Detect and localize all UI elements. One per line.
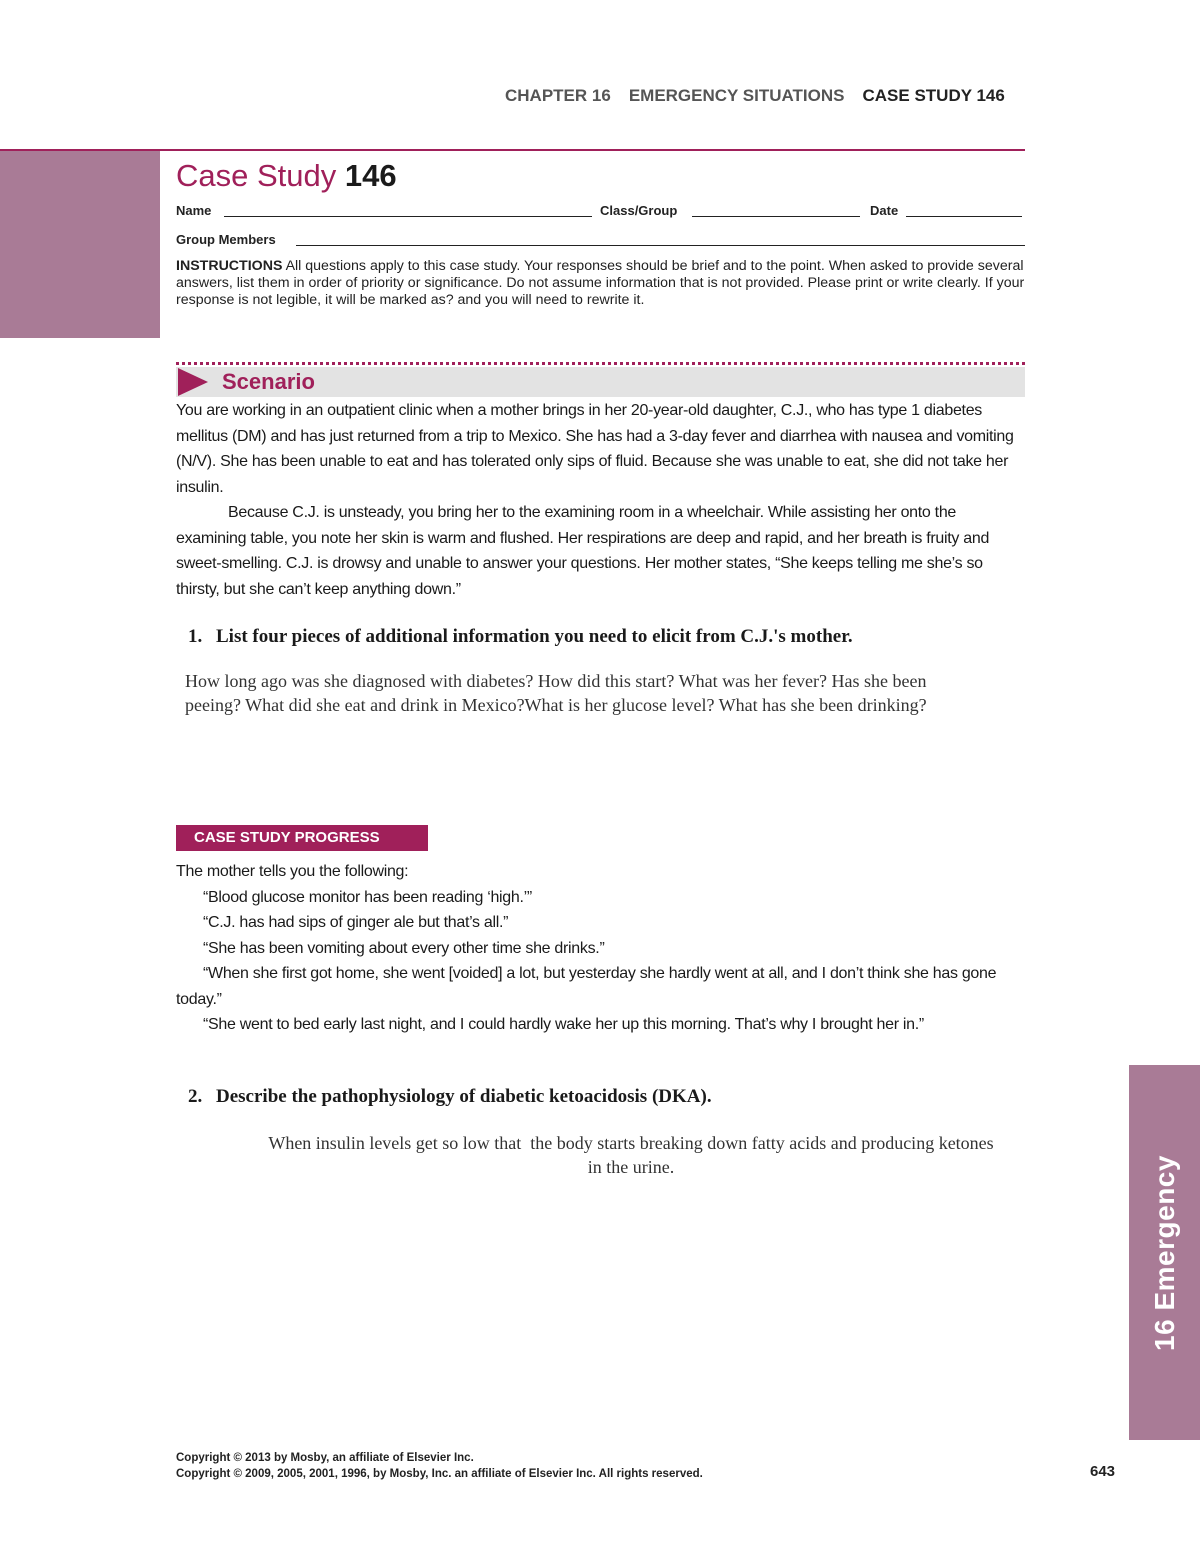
question-1-number: 1.: [188, 626, 203, 647]
date-field-line[interactable]: [906, 216, 1022, 217]
name-field-line[interactable]: [224, 216, 592, 217]
running-head-case: CASE STUDY 146: [862, 86, 1005, 105]
progress-item: “She has been vomiting about every other time she drinks.”: [203, 939, 605, 957]
progress-item: “Blood glucose monitor has been reading ‘high.’”: [203, 888, 532, 906]
running-head-chapter: CHAPTER 16: [505, 86, 611, 105]
running-head: [505, 86, 1025, 106]
copyright: [176, 1450, 703, 1482]
chapter-side-tab: [1129, 1065, 1200, 1440]
chapter-side-tab-label: 16 Emergency: [1148, 1154, 1180, 1351]
instructions: [176, 258, 1026, 309]
group-members-field-label: Group Members: [176, 232, 276, 247]
scenario-paragraph-2: Because C.J. is unsteady, you bring her to the examining room in a wheelchair. While assisting her onto the examining table, you note her skin is warm and flushed. Her respirations are deep and rapid, and her breath is fruity and sweet-smelling. C.J. is drowsy and unable to answer your questions. Her mother states, “She keeps telling me she’s so thirsty, but she can’t keep anything down.”: [176, 504, 990, 598]
class-group-field-label: Class/Group: [600, 203, 678, 218]
question-1: [188, 626, 853, 648]
header-rule: [0, 149, 1025, 151]
scenario-heading: Scenario: [222, 369, 315, 394]
answer-1-line-2: peeing? What did she eat and drink in Mexico?What is her glucose level? What has she been drinking?: [185, 695, 927, 715]
progress-item: “C.J. has had sips of ginger ale but that’s all.”: [203, 914, 509, 931]
page-title: [176, 158, 397, 194]
answer-1[interactable]: [185, 669, 1105, 717]
date-field-label: Date: [870, 203, 899, 218]
title-label: Case Study: [176, 158, 337, 193]
question-2-number: 2.: [188, 1086, 203, 1107]
progress-item: “She went to bed early last night, and I could hardly wake her up this morning. That’s why I brought her in.”: [203, 1016, 924, 1033]
left-decorative-tab: [0, 150, 160, 338]
case-study-progress-badge: CASE STUDY PROGRESS: [176, 825, 428, 851]
scenario-dotted-rule: [176, 362, 1025, 365]
progress-intro: The mother tells you the following:: [176, 863, 409, 880]
copyright-line-2: Copyright © 2009, 2005, 2001, 1996, by Mosby, Inc. an affiliate of Elsevier Inc. All rights reserved.: [176, 1468, 703, 1480]
running-head-section: EMERGENCY SITUATIONS: [628, 86, 845, 105]
class-group-field-line[interactable]: [692, 216, 860, 217]
question-2-text: Describe the pathophysiology of diabetic ketoacidosis (DKA).: [216, 1086, 712, 1107]
instructions-label: INSTRUCTIONS: [176, 258, 283, 274]
question-1-text: List four pieces of additional information you need to elicit from C.J.'s mother.: [216, 626, 853, 647]
scenario-paragraph-1: You are working in an outpatient clinic when a mother brings in her 20-year-old daughter, C.J., who has type 1 diabetes mellitus (DM) and has just returned from a trip to Mexico. She has had a 3-day fever and diarrhea with nausea and vomiting (N/V). She has been unable to eat and has tolerated only sips of fluid. Because she was unable to eat, she did not take her insulin.: [176, 402, 1014, 496]
group-members-field-line[interactable]: [296, 245, 1025, 246]
page-number: 643: [1090, 1463, 1116, 1480]
copyright-line-1: Copyright © 2013 by Mosby, an affiliate of Elsevier Inc.: [176, 1452, 474, 1464]
name-field-label: Name: [176, 203, 212, 218]
answer-2-line-1: When insulin levels get so low that the body starts breaking down fatty acids and producing ketones: [268, 1133, 994, 1153]
progress-list: [176, 859, 1026, 1038]
progress-item: “When she first got home, she went [voided] a lot, but yesterday she hardly went at all, and I don’t think she has gone today.”: [176, 965, 997, 1008]
answer-2[interactable]: [176, 1131, 1086, 1179]
play-arrow-icon: [178, 368, 208, 396]
answer-2-line-2: in the urine.: [587, 1157, 675, 1177]
question-2: [188, 1086, 712, 1108]
title-number: 146: [344, 158, 397, 193]
instructions-text: All questions apply to this case study. Your responses should be brief and to the point. When asked to provide several answers, list them in order of priority or significance. Do not assume information that is not provided. Please print or write clearly. If your response is not legible, it will be marked as? and you will need to rewrite it.: [176, 258, 1025, 308]
answer-1-line-1: How long ago was she diagnosed with diabetes? How did this start? What was her fever? Has she been: [185, 671, 927, 691]
